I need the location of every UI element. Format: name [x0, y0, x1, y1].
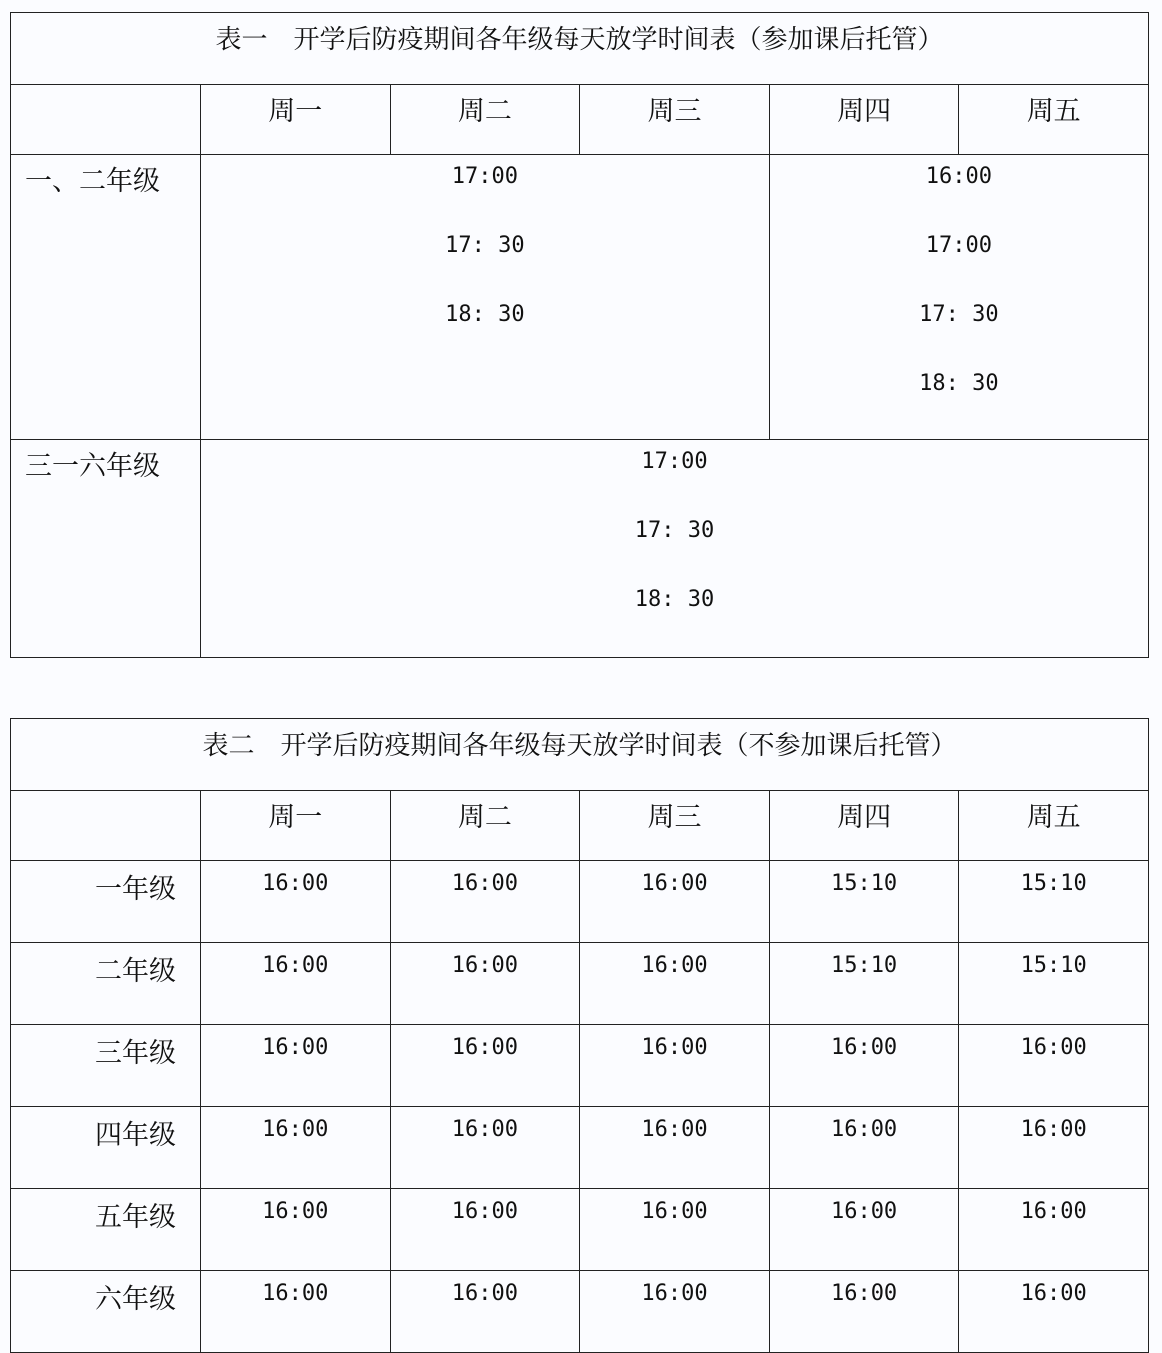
time: 17:00: [925, 233, 992, 258]
time-cell: 16:00: [390, 1271, 580, 1353]
day-header: 周一: [201, 791, 391, 861]
time: 17:00: [451, 164, 518, 189]
time-cell: 16:00: [959, 1025, 1149, 1107]
time-cell: 16:00: [769, 1189, 959, 1271]
day-header: 周五: [959, 85, 1149, 155]
table-row: [11, 861, 1149, 943]
time: 16:00: [925, 164, 992, 189]
time: 17:00: [641, 449, 708, 474]
table-row: [11, 1189, 1149, 1271]
time-cell: 16:00: [201, 861, 391, 943]
time-cell: 15:10: [769, 861, 959, 943]
time: 17: 30: [634, 518, 715, 543]
day-header: 周五: [959, 791, 1149, 861]
table-row: [11, 1025, 1149, 1107]
table-row: [11, 440, 1149, 658]
time: 17: 30: [445, 233, 525, 258]
day-header: 周一: [201, 85, 391, 155]
time-cell: 16:00: [201, 1107, 391, 1189]
time-cell: 16:00: [390, 1025, 580, 1107]
day-header: 周四: [769, 791, 959, 861]
time: 17: 30: [919, 302, 999, 327]
day-header: 周二: [390, 791, 580, 861]
grade-label: 二年级: [11, 943, 201, 1025]
time-cell: 16:00: [390, 1107, 580, 1189]
grade-label: 六年级: [11, 1271, 201, 1353]
time: 18: 30: [634, 587, 715, 612]
day-header: 周三: [580, 791, 770, 861]
grade-label: 一年级: [11, 861, 201, 943]
time-cell: 16:00: [390, 943, 580, 1025]
header-row: [11, 85, 1149, 155]
schedule-table-with-aftercare: [10, 12, 1149, 658]
table-row: [11, 155, 1149, 440]
day-header: 周三: [580, 85, 770, 155]
time-cell: 16:00: [769, 1025, 959, 1107]
grade-label: 四年级: [11, 1107, 201, 1189]
time-cell: 16:00: [959, 1107, 1149, 1189]
table-row: [11, 943, 1149, 1025]
time-cell: 16:00: [580, 861, 770, 943]
time-cell: 16:00: [201, 943, 391, 1025]
time-cell: 16:00: [390, 1189, 580, 1271]
day-header: 周四: [769, 85, 959, 155]
time-cell: 16:00: [580, 1271, 770, 1353]
time-cell: 16:00: [390, 861, 580, 943]
corner-cell: [11, 791, 201, 861]
day-header: 周二: [390, 85, 580, 155]
schedule-table-without-aftercare: [10, 718, 1149, 1353]
table-row: [11, 1107, 1149, 1189]
time-cell: 15:10: [959, 943, 1149, 1025]
grade-label: 三年级: [11, 1025, 201, 1107]
time-cell: 16:00: [959, 1189, 1149, 1271]
time-cell: 16:00: [580, 943, 770, 1025]
time-cell: 15:10: [959, 861, 1149, 943]
time-cell: 16:00: [201, 1271, 391, 1353]
time-cell: 16:00: [769, 1271, 959, 1353]
time-cell: 16:00: [769, 1107, 959, 1189]
table-title: 表一 开学后防疫期间各年级每天放学时间表（参加课后托管）: [11, 13, 1149, 85]
time-cell: 16:00: [201, 1189, 391, 1271]
time-cell: 16:00: [201, 1025, 391, 1107]
time: 18: 30: [919, 371, 999, 396]
time-cell: 16:00: [959, 1271, 1149, 1353]
grade-label: 三一六年级: [11, 440, 201, 658]
thu-fri-times: [769, 155, 1148, 440]
table-row: [11, 1271, 1149, 1353]
time-cell: 16:00: [580, 1025, 770, 1107]
mon-wed-times: [201, 155, 770, 440]
time-cell: 16:00: [580, 1189, 770, 1271]
corner-cell: [11, 85, 201, 155]
time: 18: 30: [445, 302, 525, 327]
header-row: [11, 791, 1149, 861]
all-week-times: [201, 440, 1149, 658]
time-cell: 16:00: [580, 1107, 770, 1189]
grade-label: 五年级: [11, 1189, 201, 1271]
time-cell: 15:10: [769, 943, 959, 1025]
grade-label: 一、二年级: [11, 155, 201, 440]
table-title: 表二 开学后防疫期间各年级每天放学时间表（不参加课后托管）: [11, 719, 1149, 791]
